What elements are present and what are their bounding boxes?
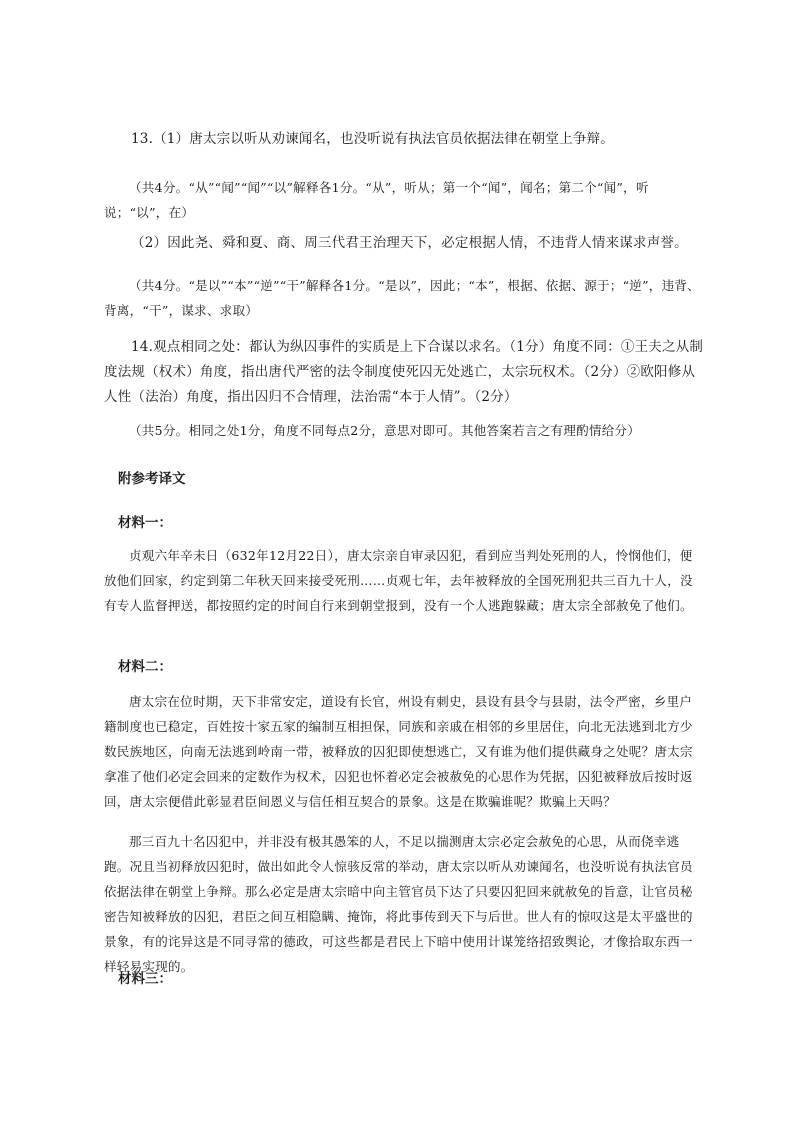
material-one-title: 材料一： bbox=[118, 515, 172, 531]
material-one-text: 贞观六年辛未日（632年12月22日），唐太宗亲自审录囚犯，看到应当判处死刑的人，怜悯他们，便放他们回家，约定到第二年秋天回来接受死刑……贞观七年，去年被释放的全国死刑犯共三百九十人，没有专人监督押送，都按照约定的时间自行来到朝堂报到，没有一个人逃跑躲藏；唐太宗全部赦免了他们。 bbox=[104, 548, 693, 613]
material-two-paragraph-2: 那三百九十名囚犯中，并非没有极其愚笨的人，不足以揣测唐太宗必定会赦免的心思，从而侥幸逃跑。况且当初释放囚犯时，做出如此令人惊骇反常的举动，唐太宗以听从劝谏闻名，也没听说有执法官员依据法律在朝堂上争辩。那么必定是唐太宗暗中向主管官员下达了只要囚犯回来就赦免的旨意，让官员秘密告知被释放的囚犯，君臣之间互相隐瞒、掩饰，将此事传到天下与后世。世人有的惊叹这是太平盛世的景象，有的诧异这是不同寻常的德政，可这些都是君民上下暗中使用计谋笼络招致舆论，才像拾取东西一样轻易实现的。 bbox=[104, 834, 693, 974]
translation-title: 附参考译文 bbox=[118, 471, 186, 487]
q13-part1-answer: 13.（1）唐太宗以听从劝谏闻名，也没听说有执法官员依据法律在朝堂上争辩。 bbox=[131, 131, 614, 147]
q13-part2-scoring-note: （共4分。“是以”“本”“逆”“干”解释各1分。“是以”，因此；“本”，根据、依据、源于；“逆”，违背、背离，“干”，谋求、求取） bbox=[104, 278, 700, 318]
q13-part1-scoring-note: （共4分。“从”“闻”“闻”“以”解释各1分。“从”，听从；第一个“闻”，闻名；第二个“闻”，听说；“以”，在） bbox=[104, 180, 649, 220]
q14-answer: 14.观点相同之处：都认为纵囚事件的实质是上下合谋以求名。（1分）角度不同：①王夫之从制度法规（权术）角度，指出唐代严密的法令制度使死囚无处逃亡，太宗玩权术。（2分）②欧阳修从人性（法治）角度，指出囚归不合情理，法治需“本于人情”。（2分） bbox=[104, 339, 704, 405]
q14-scoring-note: （共5分。相同之处1分，角度不同每点2分，意思对即可。其他答案若言之有理酌情给分） bbox=[129, 423, 641, 438]
q13-part2-answer: （2）因此尧、舜和夏、商、周三代君王治理天下，必定根据人情，不违背人情来谋求声誉。 bbox=[131, 235, 688, 251]
material-two-title: 材料二： bbox=[118, 659, 172, 675]
material-two-paragraph-1: 唐太宗在位时期，天下非常安定，道设有长官，州设有刺史，县设有县令与县尉，法令严密，乡里户籍制度也已稳定，百姓按十家五家的编制互相担保，同族和亲戚在相邻的乡里居住，向北无法逃到北方少数民族地区，向南无法逃到岭南一带，被释放的囚犯即使想逃亡，又有谁为他们提供藏身之处呢？唐太宗拿准了他们必定会回来的定数作为权术，囚犯也怀着必定会被赦免的心思作为凭据，囚犯被释放后按时返回，唐太宗便借此彰显君臣间恩义与信任相互契合的景象。这是在欺骗谁呢？欺骗上天吗？ bbox=[104, 694, 693, 809]
material-three-title: 材料三： bbox=[118, 971, 172, 987]
